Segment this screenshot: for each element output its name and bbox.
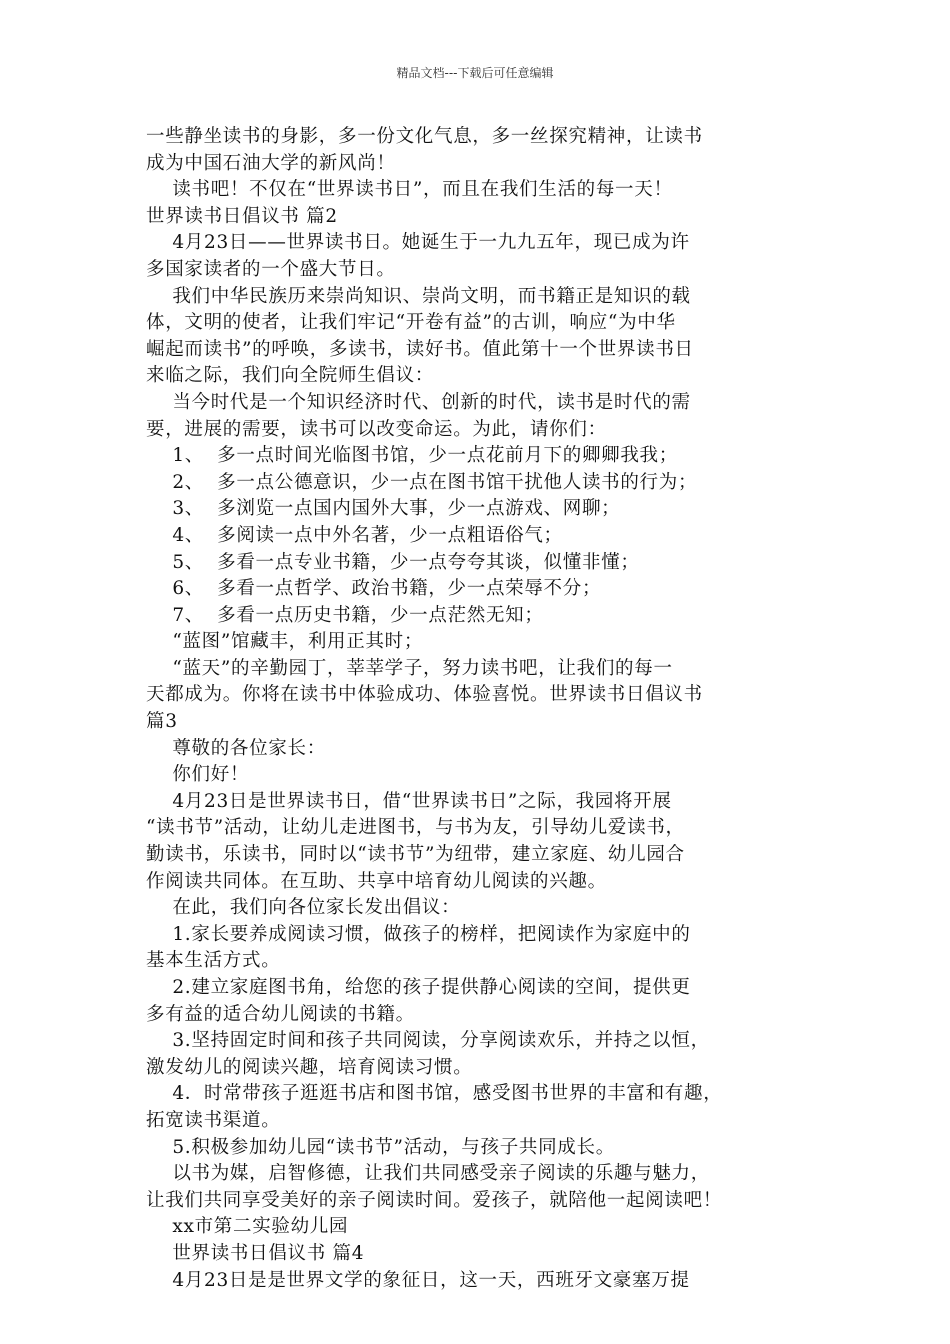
text-line: 篇3 (146, 711, 178, 733)
text-line: “读书节”活动，让幼儿走进图书，与书为友，引导幼儿爱读书， (146, 817, 685, 839)
text-line: 6、 多看一点哲学、政治书籍，少一点荣辱不分； (146, 578, 602, 600)
text-line: 2.建立家庭图书角，给您的孩子提供静心阅读的空间，提供更 (146, 977, 691, 998)
text-line: 崛起而读书”的呼唤，多读书，读好书。值此第十一个世界读书日 (146, 338, 694, 360)
text-line: 世界读书日倡议书 篇2 (146, 205, 338, 227)
text-line: “蓝图”馆藏丰，利用正其时； (146, 631, 424, 653)
text-line: 体，文明的使者，让我们牢记“开卷有益”的古训，响应“为中华 (146, 312, 676, 334)
text-line: 尊敬的各位家长： (146, 737, 326, 759)
text-line: 世界读书日倡议书 篇4 (146, 1242, 365, 1264)
text-line: 来临之际，我们向全院师生倡议： (146, 365, 435, 387)
text-line: 基本生活方式。 (146, 950, 281, 972)
text-line: 3.坚持固定时间和孩子共同阅读，分享阅读欢乐，并持之以恒， (146, 1030, 710, 1052)
text-line: 4、 多阅读一点中外名著，少一点粗语俗气； (146, 524, 563, 546)
text-line: 让我们共同享受美好的亲子阅读时间。爱孩子，就陪他一起阅读吧！ (146, 1189, 723, 1211)
text-line: 4．时常带孩子逛逛书店和图书馆，感受图书世界的丰富和有趣， (146, 1083, 723, 1105)
text-line: 你们好！ (146, 764, 250, 786)
page-header: 精品文档---下载后可任意编辑 (396, 66, 554, 80)
text-line: 要，进展的需要，读书可以改变命运。为此，请你们： (146, 418, 607, 440)
text-line: 5.积极参加幼儿园“读书节”活动，与孩子共同成长。 (146, 1136, 615, 1158)
text-line: 作阅读共同体。在互助、共享中培育幼儿阅读的兴趣。 (146, 870, 607, 892)
text-line: 勤读书，乐读书，同时以“读书节”为纽带，建立家庭、幼儿园合 (146, 844, 685, 866)
text-line: 4月23日——世界读书日。她诞生于一九九五年，现已成为许 (146, 232, 690, 254)
text-line: 多有益的适合幼儿阅读的书籍。 (146, 1003, 415, 1025)
text-line: 我们中华民族历来崇尚知识、崇尚文明，而书籍正是知识的载 (146, 285, 691, 307)
document-body (146, 124, 816, 1294)
text-line: “蓝天”的辛勤园丁，莘莘学子，努力读书吧，让我们的每一 (146, 657, 673, 679)
text-line: 以书为媒，启智修德，让我们共同感受亲子阅读的乐趣与魅力， (146, 1163, 710, 1185)
text-line: 激发幼儿的阅读兴趣，培育阅读习惯。 (146, 1056, 473, 1078)
text-line: 多国家读者的一个盛大节日。 (146, 258, 396, 280)
text-line: 读书吧！不仅在“世界读书日”，而且在我们生活的每一天！ (146, 179, 673, 201)
text-line: 5、 多看一点专业书籍，少一点夸夸其谈，似懂非懂； (146, 551, 640, 573)
text-line: xx市第二实验幼儿园 (146, 1216, 349, 1238)
text-line: 拓宽读书渠道。 (146, 1109, 281, 1131)
text-line: 4月23日是世界读书日，借“世界读书日”之际，我园将开展 (146, 790, 672, 812)
text-line: 成为中国石油大学的新风尚！ (146, 152, 396, 174)
text-line: 3、 多浏览一点国内国外大事，少一点游戏、网聊； (146, 498, 621, 520)
text-line: 1、 多一点时间光临图书馆，少一点花前月下的卿卿我我； (146, 445, 678, 467)
text-line: 当今时代是一个知识经济时代、创新的时代，读书是时代的需 (146, 391, 691, 413)
text-line: 天都成为。你将在读书中体验成功、体验喜悦。世界读书日倡议书 (146, 684, 703, 706)
text-line: 在此，我们向各位家长发出倡议： (146, 897, 461, 919)
text-line: 1.家长要养成阅读习惯，做孩子的榜样，把阅读作为家庭中的 (146, 923, 691, 945)
text-line: 2、 多一点公德意识，少一点在图书馆干扰他人读书的行为； (146, 471, 698, 493)
text-line: 7、 多看一点历史书籍，少一点茫然无知； (146, 604, 544, 626)
text-line: 一些静坐读书的身影，多一份文化气息，多一丝探究精神，让读书 (146, 126, 703, 147)
text-line: 4月23日是是世界文学的象征日，这一天，西班牙文豪塞万提 (146, 1269, 690, 1291)
